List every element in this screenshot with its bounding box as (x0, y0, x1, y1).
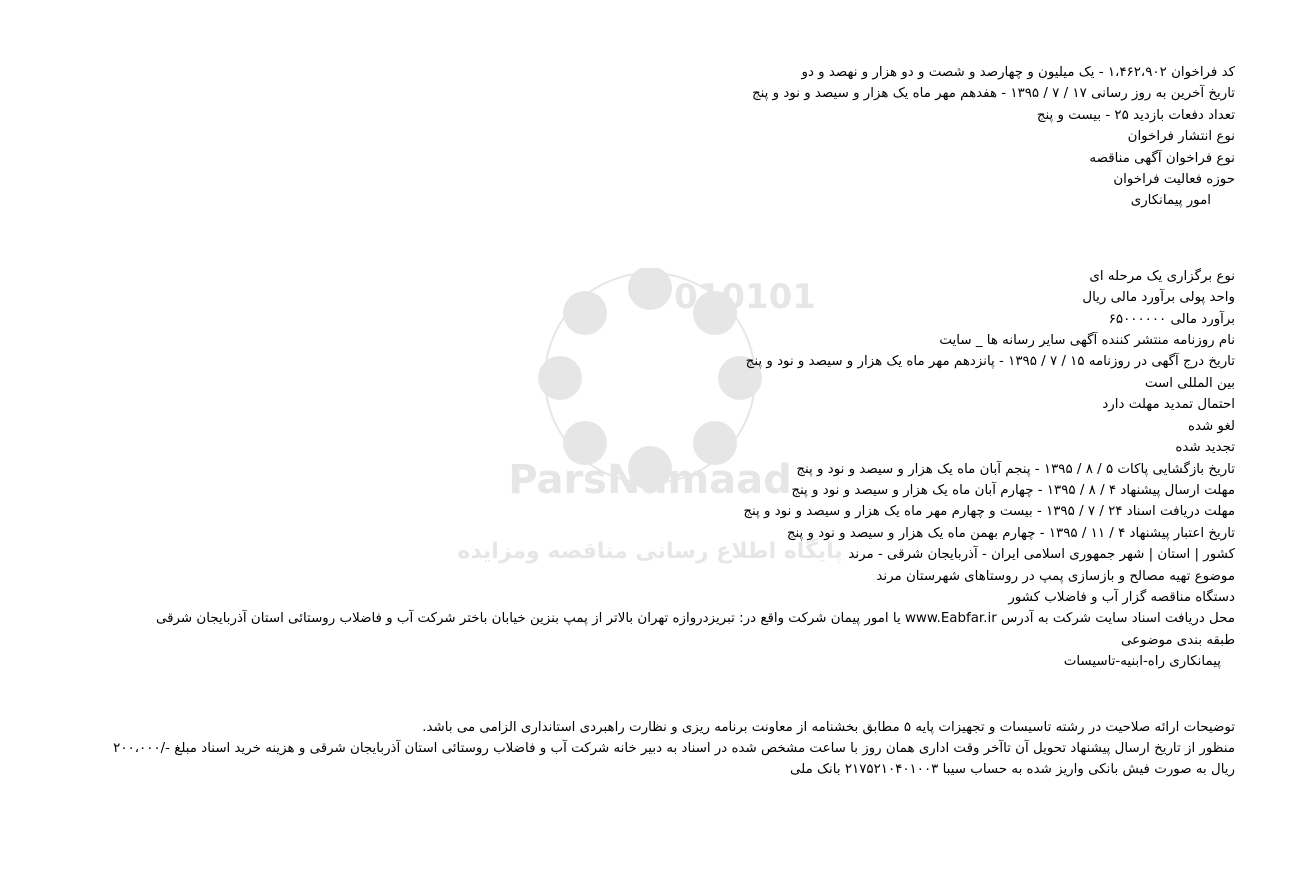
notes-row (105, 717, 1235, 738)
visit-count-value: ۲۵ - بیست و پنج (1036, 107, 1129, 123)
category-value: پیمانکاری راه-ابنیه-تاسیسات (1063, 654, 1221, 670)
docs-deadline-row (105, 501, 1235, 522)
holding-type-value: یک مرحله ای (1089, 268, 1163, 284)
location-value: جمهوری اسلامی ایران - آذربایجان شرقی - مرند (848, 547, 1116, 563)
category-row (105, 630, 1235, 651)
organizer-label: دستگاه مناقصه گزار (1122, 589, 1235, 605)
last-update-row (105, 83, 1235, 104)
proposal-deadline-label: مهلت ارسال پیشنهاد (1120, 482, 1235, 498)
call-type-row (105, 148, 1235, 169)
activity-row (105, 169, 1235, 190)
opening-date-row (105, 459, 1235, 480)
newspaper-value: سایر رسانه ها _ سایت (939, 333, 1066, 349)
proposal-deadline-row (105, 480, 1235, 501)
last-update-value: ۱۷ / ۷ / ۱۳۹۵ - هفدهم مهر ماه یک هزار و سیصد و نود و پنج (751, 86, 1087, 102)
notes-line-2: منظور از تاریخ ارسال پیشنهاد تحویل آن تاآخر وقت اداری همان روز با ساعت مشخص شده در اسناد به دبیر خانه شرکت آب و فاضلاب روستائی استان آذربایجان شرقی و هزینه خرید اسناد مبلغ -/۲۰۰،۰۰۰ ریال به صورت فیش بانکی واریز شده به حساب سیبا ۲۱۷۵۲۱۰۴۰۱۰۰۳ بانک ملی (113, 740, 1235, 778)
validity-date-row (105, 523, 1235, 544)
publish-type-row (105, 126, 1235, 147)
category-label: طبقه بندی موضوعی (1121, 632, 1235, 648)
validity-date-label: تاریخ اعتبار پیشنهاد (1129, 525, 1235, 541)
newspaper-label: نام روزنامه منتشر کننده آگهی (1069, 333, 1235, 349)
docs-place-label: محل دریافت اسناد (1131, 611, 1235, 627)
holding-type-row (105, 266, 1235, 287)
notes-label: توضیحات (1183, 719, 1235, 735)
renewed-flag: تجدید شده (1175, 440, 1235, 456)
publish-type-label: نوع انتشار فراخوان (1127, 129, 1235, 145)
ad-date-row (105, 351, 1235, 372)
visit-count-label: تعداد دفعات بازدید (1133, 107, 1235, 123)
location-row (105, 544, 1235, 565)
docs-place-value: سایت شرکت به آدرس www.Eabfar.ir یا امور پیمان شرکت واقع در: تبریزدروازه تهران بالاتر از پمپ بنزین خیابان باختر شرکت آب و فاضلاب روستائی استان آذربایجان شرقی (155, 611, 1128, 627)
organizer-row (105, 587, 1235, 608)
currency-label: واحد پولی برآورد مالی (1110, 290, 1235, 306)
call-code-label: کد فراخوان (1171, 65, 1235, 80)
call-code-row (105, 62, 1235, 83)
opening-date-label: تاریخ بازگشایی پاکات (1117, 461, 1235, 477)
holding-type-label: نوع برگزاری (1166, 268, 1235, 284)
estimate-value: ۶۵۰۰۰۰۰۰ (1108, 311, 1167, 327)
subject-label: موضوع (1194, 568, 1235, 584)
docs-deadline-label: مهلت دریافت اسناد (1126, 504, 1235, 520)
subject-value: تهیه مصالح و بازسازی پمپ در روستاهای شهرستان مرند (876, 568, 1191, 584)
proposal-deadline-value: ۴ / ۸ / ۱۳۹۵ - چهارم آبان ماه یک هزار و سیصد و نود و پنج (791, 482, 1117, 498)
notes-line-1: ارائه صلاحیت در رشته تاسیسات و تجهیزات پایه ۵ مطابق بخشنامه از معاونت برنامه ریزی و نظارت راهبردی استانداری الزامی می باشد. (422, 719, 1180, 735)
call-type-label: نوع فراخوان (1165, 150, 1235, 166)
currency-row (105, 287, 1235, 308)
estimate-label: برآورد مالی (1170, 311, 1235, 327)
activity-value: امور پیمانکاری (1130, 193, 1211, 209)
opening-date-value: ۵ / ۸ / ۱۳۹۵ - پنجم آبان ماه یک هزار و سیصد و نود و پنج (796, 461, 1114, 477)
docs-deadline-value: ۲۴ / ۷ / ۱۳۹۵ - بیست و چهارم مهر ماه یک هزار و سیصد و نود و پنج (743, 504, 1123, 520)
call-type-value: آگهی مناقصه (1089, 150, 1162, 166)
subject-row (105, 566, 1235, 587)
currency-value: ریال (1082, 290, 1107, 306)
docs-place-row (105, 608, 1235, 629)
ad-date-value: ۱۵ / ۷ / ۱۳۹۵ - پانزدهم مهر ماه یک هزار و سیصد و نود و پنج (745, 354, 1085, 370)
validity-date-value: ۴ / ۱۱ / ۱۳۹۵ - چهارم بهمن ماه یک هزار و سیصد و نود و پنج (786, 525, 1126, 541)
watermark-numbers: 010101 (674, 277, 816, 317)
ad-date-label: تاریخ درج آگهی در روزنامه (1088, 354, 1235, 370)
activity-label: حوزه فعالیت فراخوان (1113, 172, 1235, 188)
location-label: کشور | استان | شهر (1119, 547, 1235, 563)
estimate-row (105, 309, 1235, 330)
tender-document (105, 62, 1235, 781)
international-flag: بین المللی است (1144, 375, 1235, 391)
newspaper-row (105, 330, 1235, 351)
cancelled-flag: لغو شده (1188, 418, 1235, 434)
call-code-value: ۱،۴۶۲،۹۰۲ - یک میلیون و چهارصد و شصت و دو هزار و نهصد و دو (801, 65, 1167, 80)
watermark-subtitle: پایگاه اطلاع رسانی مناقصه ومزایده (457, 539, 843, 564)
extension-flag: احتمال تمدید مهلت دارد (1102, 397, 1235, 413)
watermark-brand: ParsNamaad (508, 457, 792, 503)
organizer-value: آب و فاضلاب کشور (1008, 589, 1119, 605)
last-update-label: تاریخ آخرین به روز رسانی (1091, 86, 1235, 102)
visit-count-row (105, 105, 1235, 126)
